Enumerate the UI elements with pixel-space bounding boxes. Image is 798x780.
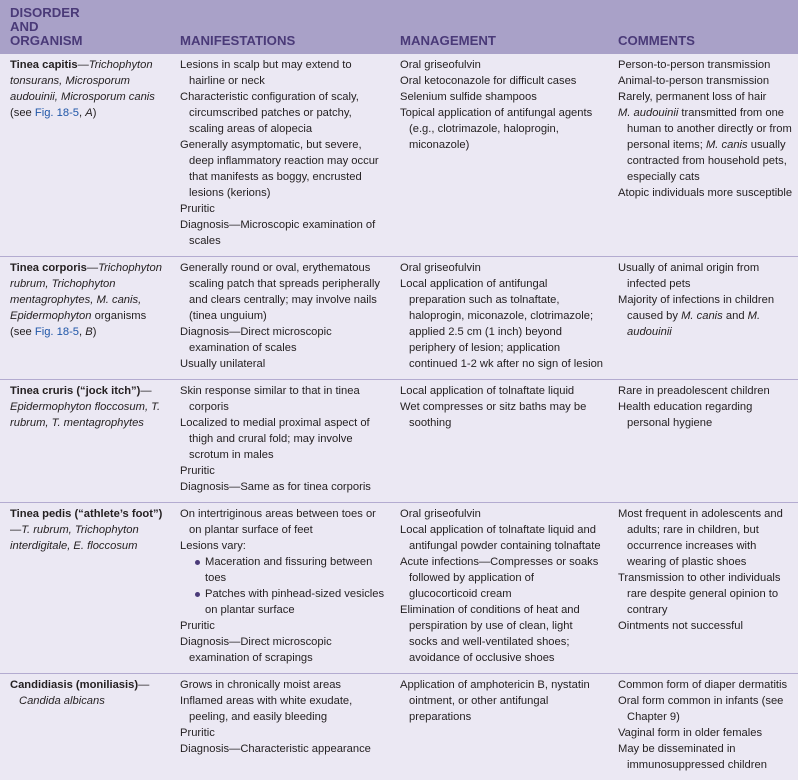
header-comments: COMMENTS	[608, 0, 798, 54]
list-item: Acute infections—Compresses or soaks followed by application of glucocorticoid cream	[400, 554, 604, 602]
list-item: Diagnosis—Direct microscopic examination of scrapings	[180, 634, 386, 666]
list-item: Localized to medial proximal aspect of thigh and crural fold; may involve scrotum in males	[180, 415, 386, 463]
list-item: Wet compresses or sitz baths may be soothing	[400, 399, 604, 431]
list-item: Person-to-person transmission	[618, 57, 794, 73]
list-item: Rarely, permanent loss of hair	[618, 89, 794, 105]
list-item: Generally asymptomatic, but severe, deep inflammatory reaction may occur that manifests as boggy, encrusted lesions (kerions)	[180, 137, 386, 201]
table-row	[0, 674, 798, 780]
list-item: Oral griseofulvin	[400, 260, 604, 276]
disorder-name: Tinea corporis	[10, 262, 87, 274]
list-item: Vaginal form in older females	[618, 725, 794, 741]
header-manifestations: MANIFESTATIONS	[170, 0, 390, 54]
list-item: Application of amphotericin B, nystatin ointment, or other antifungal preparations	[400, 677, 604, 725]
list-item: Pruritic	[180, 725, 386, 741]
bullet-icon	[195, 560, 200, 565]
list-item: Topical application of antifungal agents (e.g., clotrimazole, haloprogin, miconazole)	[400, 105, 604, 153]
disorder-cell: Tinea capitis—Trichophyton tonsurans, Microsporum audouinii, Microsporum canis (see Fig. 18-5, A)	[0, 54, 170, 257]
list-item: Generally round or oval, erythematous scaling patch that spreads peripherally and clears centrally; may involve nails (tinea unguium)	[180, 260, 386, 324]
disorder-cell: Tinea cruris (“jock itch”)—Epidermophyton floccosum, T. rubrum, T. mentagrophytes	[0, 380, 170, 503]
list-item: Usually unilateral	[180, 356, 386, 372]
list-item: Diagnosis—Characteristic appearance	[180, 741, 386, 757]
disorder-cell: Tinea corporis—Trichophyton rubrum, Trichophyton mentagrophytes, M. canis, Epidermophyton organisms (see Fig. 18-5, B)	[0, 257, 170, 380]
list-item: Transmission to other individuals rare despite general opinion to contrary	[618, 570, 794, 618]
list-item: Oral griseofulvin	[400, 506, 604, 522]
list-item: Oral form common in infants (see Chapter 9)	[618, 693, 794, 725]
management-cell	[390, 380, 608, 503]
comments-cell	[608, 674, 798, 780]
manifestations-cell	[170, 257, 390, 380]
management-cell	[390, 257, 608, 380]
header-row	[0, 0, 798, 54]
list-item: Elimination of conditions of heat and perspiration by use of clean, light socks and well-ventilated shoes; avoidance of occlusive shoes	[400, 602, 604, 666]
organism-names: Candida albicans	[10, 695, 105, 707]
list-item: Pruritic	[180, 618, 386, 634]
disorder-cell: Candidiasis (moniliasis)— Candida albicans	[0, 674, 170, 780]
organism-names: T. rubrum, Trichophyton interdigitale, E. floccosum	[10, 524, 139, 552]
list-item: Grows in chronically moist areas	[180, 677, 386, 693]
bullet-item: Patches with pinhead-sized vesicles on plantar surface	[180, 586, 386, 618]
list-item: Pruritic	[180, 201, 386, 217]
manifestations-cell	[170, 54, 390, 257]
list-item: Majority of infections in children caused by M. canis and M. audouinii	[618, 292, 794, 340]
comments-cell	[608, 257, 798, 380]
list-item: Pruritic	[180, 463, 386, 479]
comments-cell	[608, 380, 798, 503]
management-cell	[390, 674, 608, 780]
organism-names: Trichophyton rubrum, Trichophyton mentagrophytes, M. canis, Epidermophyton	[10, 262, 162, 322]
table-row	[0, 54, 798, 257]
list-item: Common form of diaper dermatitis	[618, 677, 794, 693]
disorder-cell: Tinea pedis (“athlete’s foot”)—T. rubrum, Trichophyton interdigitale, E. floccosum	[0, 503, 170, 674]
table-row	[0, 380, 798, 503]
list-item: Health education regarding personal hygiene	[618, 399, 794, 431]
list-item: Most frequent in adolescents and adults; rare in children, but occurrence increases with wearing of plastic shoes	[618, 506, 794, 570]
list-item: Lesions in scalp but may extend to hairline or neck	[180, 57, 386, 89]
list-item: Local application of tolnaftate liquid and antifungal powder containing tolnaftate	[400, 522, 604, 554]
manifestations-cell	[170, 380, 390, 503]
table-row	[0, 257, 798, 380]
table-row	[0, 503, 798, 674]
header-management: MANAGEMENT	[390, 0, 608, 54]
list-item: May be disseminated in immunosuppressed children	[618, 741, 794, 773]
disorder-name: Tinea pedis (“athlete’s foot”)	[10, 508, 162, 520]
disorder-name: Candidiasis (moniliasis)	[10, 679, 138, 691]
list-item: Animal-to-person transmission	[618, 73, 794, 89]
organism-names: Epidermophyton floccosum, T. rubrum, T. mentagrophytes	[10, 401, 160, 429]
list-item: Local application of tolnaftate liquid	[400, 383, 604, 399]
figure-link[interactable]: Fig. 18-5	[35, 107, 79, 119]
figure-link[interactable]: Fig. 18-5	[35, 326, 79, 338]
list-item: Inflamed areas with white exudate, peeling, and easily bleeding	[180, 693, 386, 725]
bullet-icon	[195, 592, 200, 597]
list-item: Diagnosis—Same as for tinea corporis	[180, 479, 386, 495]
list-item: Atopic individuals more susceptible	[618, 185, 794, 201]
list-item: Diagnosis—Direct microscopic examination of scales	[180, 324, 386, 356]
list-item: Local application of antifungal preparation such as tolnaftate, haloprogin, miconazole, clotrimazole; applied 2.5 cm (1 inch) beyond periphery of lesion; application continued 1-2 wk after no sign of lesion	[400, 276, 604, 372]
list-item: Diagnosis—Microscopic examination of scales	[180, 217, 386, 249]
list-item: Skin response similar to that in tinea corporis	[180, 383, 386, 415]
management-cell	[390, 503, 608, 674]
list-item: Ointments not successful	[618, 618, 794, 634]
list-item: Lesions vary:	[180, 538, 386, 554]
list-item: Usually of animal origin from infected pets	[618, 260, 794, 292]
organism-names: Trichophyton tonsurans, Microsporum audouinii, Microsporum canis	[10, 59, 155, 103]
list-item: M. audouinii transmitted from one human to another directly or from personal items; M. canis usually contracted from household pets, especially cats	[618, 105, 794, 185]
comments-cell	[608, 503, 798, 674]
bullet-item: Maceration and fissuring between toes	[180, 554, 386, 586]
list-item: Oral ketoconazole for difficult cases	[400, 73, 604, 89]
list-item: Oral griseofulvin	[400, 57, 604, 73]
management-cell	[390, 54, 608, 257]
comments-cell	[608, 54, 798, 257]
manifestations-cell	[170, 503, 390, 674]
disorder-name: Tinea cruris (“jock itch”)	[10, 385, 140, 397]
list-item: Characteristic configuration of scaly, circumscribed patches or patchy, scaling areas of alopecia	[180, 89, 386, 137]
header-disorder: DISORDER AND ORGANISM	[0, 0, 170, 54]
list-item: On intertriginous areas between toes or on plantar surface of feet	[180, 506, 386, 538]
manifestations-cell	[170, 674, 390, 780]
disorder-name: Tinea capitis	[10, 59, 78, 71]
list-item: Selenium sulfide shampoos	[400, 89, 604, 105]
list-item: Rare in preadolescent children	[618, 383, 794, 399]
